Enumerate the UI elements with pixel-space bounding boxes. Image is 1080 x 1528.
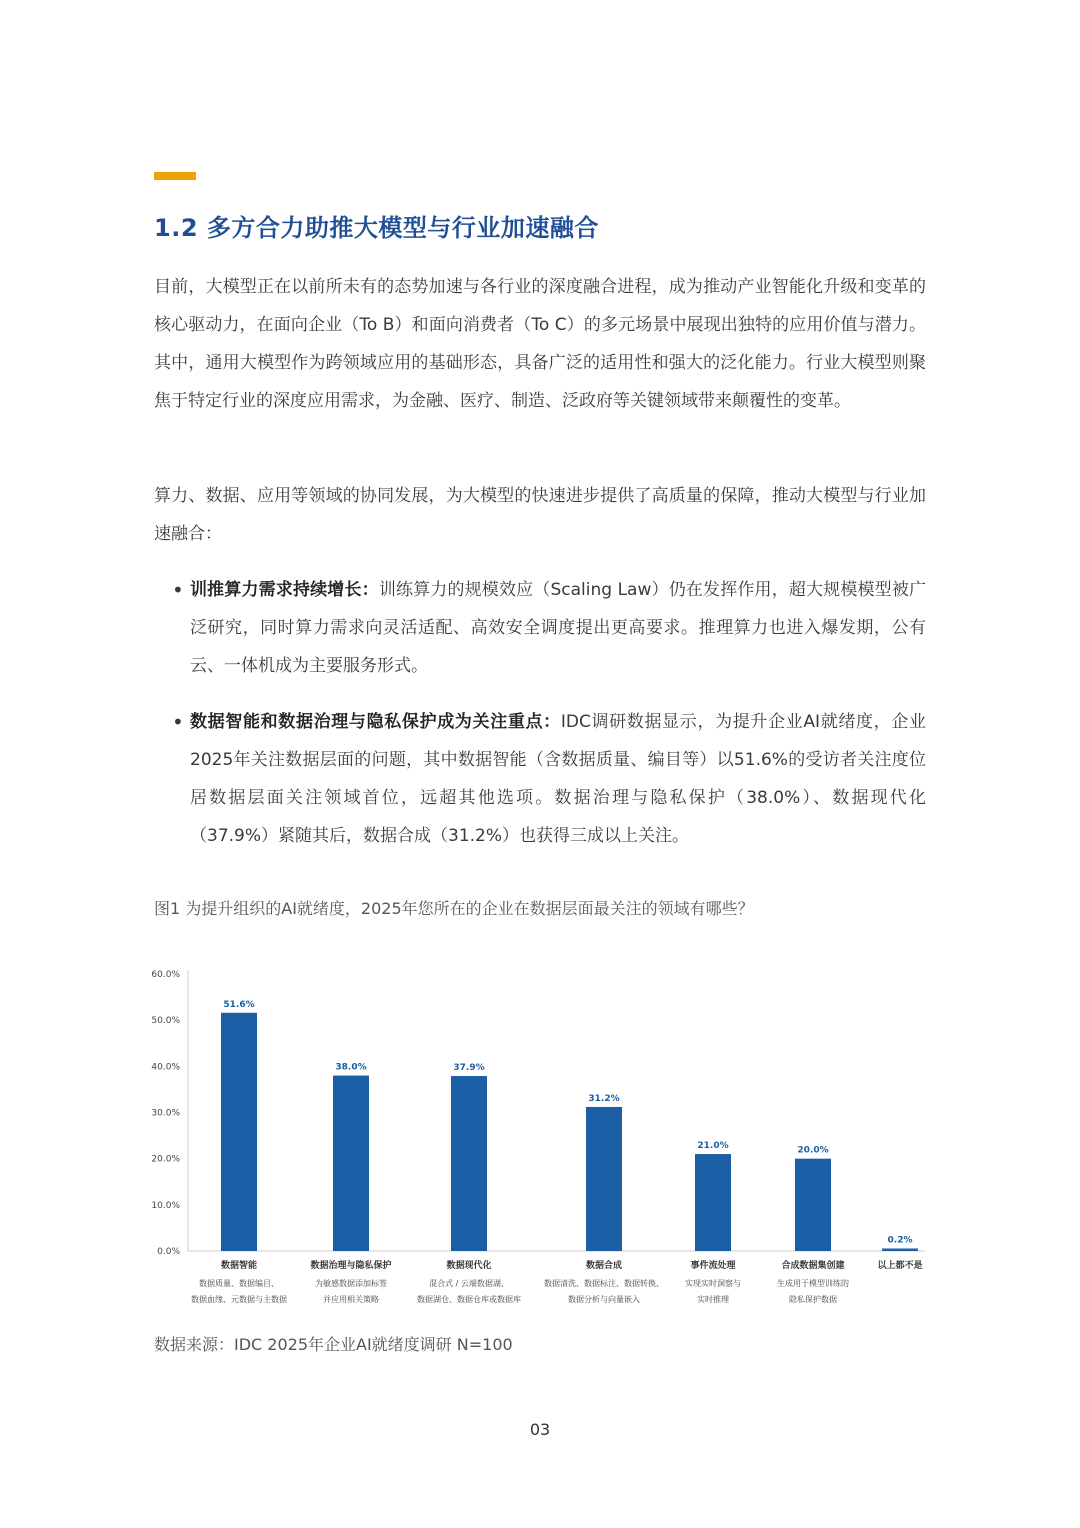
x-category-desc: 数据分析与向量嵌入 (568, 1295, 640, 1304)
x-category-desc: 实时推理 (697, 1295, 729, 1304)
x-category-desc: 隐私保护数据 (789, 1295, 837, 1304)
x-category-desc: 混合式 / 云端数据湖、 (429, 1279, 509, 1288)
bar-value-label: 37.9% (453, 1063, 485, 1074)
bar-value-label: 38.0% (335, 1062, 367, 1073)
x-category-label: 数据治理与隐私保护 (310, 1261, 392, 1271)
bar (221, 1013, 257, 1251)
bar (795, 1159, 831, 1251)
page-number: 03 (529, 1420, 551, 1439)
bar (586, 1107, 622, 1251)
section-title: 1.2 多方合力助推大模型与行业加速融合 (154, 214, 599, 242)
y-tick-label: 40.0% (151, 1062, 180, 1073)
bullet-heading: 数据智能和数据治理与隐私保护成为关注重点： (190, 712, 561, 732)
x-category-desc: 实现实时洞察与 (685, 1279, 741, 1288)
x-category-label: 合成数据集创建 (781, 1261, 845, 1271)
x-category-label: 事件流处理 (690, 1261, 736, 1271)
bullet-item-compute (172, 571, 926, 685)
x-category-desc: 数据血缘、元数据与主数据 (191, 1295, 287, 1304)
y-tick-label: 60.0% (151, 970, 180, 980)
bar-value-label: 20.0% (797, 1145, 829, 1156)
x-category-desc: 数据清洗、数据标注、数据转换、 (544, 1279, 664, 1288)
bar-chart (140, 960, 940, 1310)
y-tick-label: 20.0% (151, 1154, 180, 1165)
data-source: 数据来源：IDC 2025年企业AI就绪度调研 N=100 (154, 1335, 513, 1354)
bar-value-label: 0.2% (887, 1235, 913, 1246)
figure-caption: 图1 为提升组织的AI就绪度，2025年您所在的企业在数据层面最关注的领域有哪些？ (154, 899, 754, 918)
bar (882, 1249, 918, 1252)
y-tick-label: 10.0% (151, 1200, 180, 1211)
bar-value-label: 21.0% (697, 1141, 729, 1152)
bar (451, 1076, 487, 1251)
summary-paragraph: 算力、数据、应用等领域的协同发展，为大模型的快速进步提供了高质量的保障，推动大模型与行业加速融合： (154, 486, 926, 544)
x-category-desc: 生成用于模型训练的 (777, 1279, 849, 1288)
bar (333, 1076, 369, 1251)
bullet-dot-icon: • (172, 710, 184, 734)
x-category-desc: 为敏感数据添加标签 (315, 1279, 387, 1288)
x-category-label: 数据现代化 (446, 1261, 492, 1271)
x-category-label: 数据智能 (220, 1261, 258, 1271)
x-category-desc: 数据湖仓、数据仓库或数据库 (417, 1295, 521, 1304)
section-accent-bar (154, 172, 196, 180)
y-tick-label: 0.0% (157, 1247, 180, 1257)
x-category-label: 以上都不是 (877, 1261, 923, 1271)
intro-paragraph: 目前，大模型正在以前所未有的态势加速与各行业的深度融合进程，成为推动产业智能化升级和变革的核心驱动力，在面向企业（To B）和面向消费者（To C）的多元场景中展现出独特的应用价值与潜力。其中，通用大模型作为跨领域应用的基础形态，具备广泛的适用性和强大的泛化能力。行业大模型则聚焦于特定行业的深度应用需求，为金融、医疗、制造、泛政府等关键领域带来颠覆性的变革。 (154, 277, 926, 411)
x-category-desc: 数据质量、数据编目、 (199, 1279, 279, 1288)
bullet-text: IDC调研数据显示，为提升企业AI就绪度，企业2025年关注数据层面的问题，其中数据智能（含数据质量、编目等）以51.6%的受访者关注度位居数据层面关注领域首位，远超其他选项。数据治理与隐私保护（38.0%）、数据现代化（37.9%）紧随其后，数据合成（31.2%）也获得三成以上关注。 (190, 712, 927, 846)
bullet-item-data (172, 703, 926, 855)
x-category-label: 数据合成 (585, 1261, 623, 1271)
bar (695, 1154, 731, 1251)
x-category-desc: 并应用相关策略 (323, 1295, 379, 1304)
bar-value-label: 51.6% (223, 999, 255, 1010)
bullet-text: 训练算力的规模效应（Scaling Law）仍在发挥作用，超大规模模型被广泛研究，同时算力需求向灵活适配、高效安全调度提出更高要求。推理算力也进入爆发期，公有云、一体机成为主要服务形式。 (190, 580, 927, 676)
bullet-heading: 训推算力需求持续增长： (190, 580, 379, 600)
y-tick-label: 50.0% (151, 1016, 180, 1027)
bar-value-label: 31.2% (588, 1093, 620, 1104)
bullet-dot-icon: • (172, 578, 184, 602)
y-tick-label: 30.0% (151, 1108, 180, 1119)
